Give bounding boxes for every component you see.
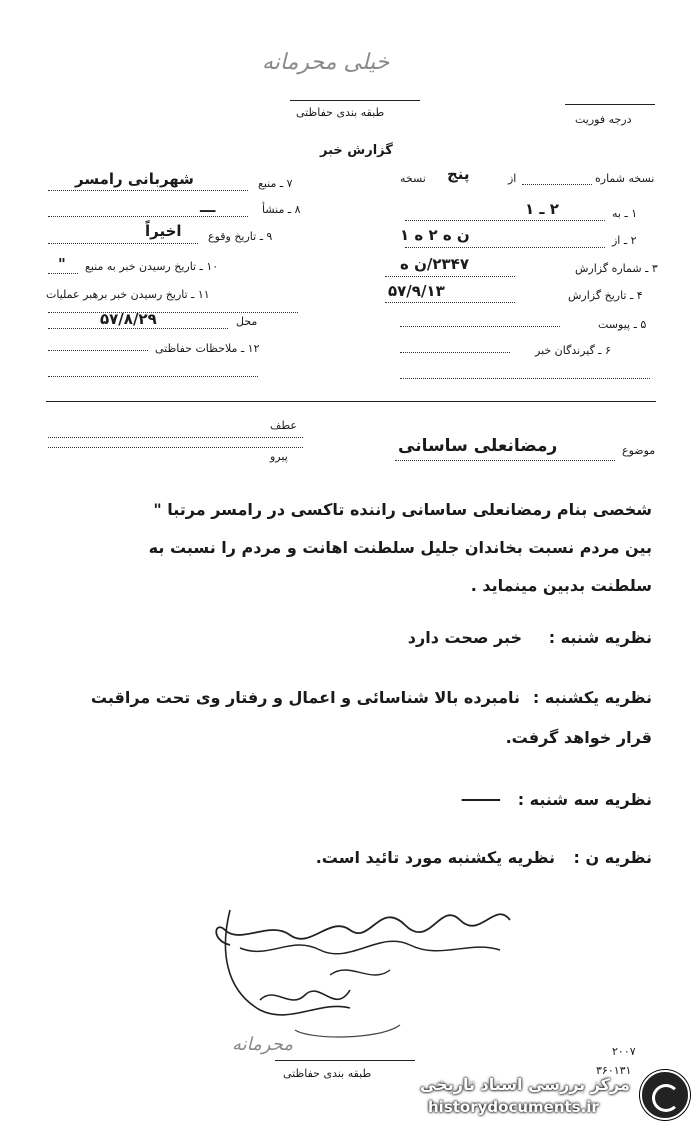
field-6-label: ۶ ـ گیرندگان خبر: [535, 344, 611, 357]
field-6-dots-2: [400, 378, 650, 379]
opinion-sunday-line-1: نامبرده بالا شناسائی و اعمال و رفتار وی تحت مراقبت: [90, 688, 520, 707]
watermark-text-fa: مرکز بررسی اسناد تاریخی: [420, 1075, 630, 1094]
field-1-value: ۲ ـ ۱: [525, 200, 559, 218]
urgency-line: [565, 104, 655, 105]
watermark-text-en: historydocuments.ir: [428, 1098, 599, 1116]
body-paragraph-line-1: شخصی بنام رمضانعلی ساسانی راننده تاکسی در رامسر مرتبا ": [153, 500, 652, 519]
body-paragraph-line-3: سلطنت بدبین مینماید .: [470, 576, 652, 595]
field-2-value: ن ه ۲ ه ۱: [400, 226, 470, 244]
ref-number: ۲۰۰۷: [612, 1045, 636, 1058]
subject-label: موضوع: [622, 444, 656, 457]
peyro-line: [48, 447, 303, 448]
field-7-label: ۷ ـ منبع: [258, 177, 293, 190]
copy-no-label: نسخه شماره: [595, 172, 655, 185]
atf-line: [48, 437, 303, 438]
field-11-place-dots: [48, 328, 228, 329]
field-12-dots: [48, 350, 148, 351]
copy-total-value: پنج: [447, 165, 470, 183]
field-1-dots: [405, 220, 605, 221]
field-4-dots: [385, 302, 515, 303]
opinion-saturday-label: نظریه شنبه :: [548, 628, 652, 647]
field-11-place-label: محل: [236, 315, 258, 328]
watermark-logo-icon: [640, 1070, 690, 1120]
field-11-value: ۵۷/۸/۲۹: [100, 310, 157, 328]
field-10-value: ": [58, 255, 67, 273]
field-7-value: شهربانی رامسر: [75, 170, 194, 188]
field-12-label: ۱۲ ـ ملاحظات حفاظتی: [155, 342, 260, 355]
field-5-dots: [400, 326, 560, 327]
field-8-value: ـــ: [200, 198, 216, 216]
report-title: گزارش خبر: [320, 143, 393, 158]
field-4-label: ۴ ـ تاریخ گزارش: [568, 289, 643, 302]
classification-line: [290, 100, 420, 101]
opinion-sunday-line-2: قرار خواهد گرفت.: [505, 728, 652, 747]
field-11-dots: [48, 312, 298, 313]
field-1-label: ۱ ـ به: [612, 207, 638, 220]
field-3-value: ۲۳۴۷/ن ه: [400, 255, 469, 273]
opinion-tuesday-text: ـــــــ: [461, 786, 500, 805]
field-12-dots-2: [48, 376, 258, 377]
copy-no-dots: [522, 184, 592, 185]
field-8-label: ۸ ـ منشأ: [262, 203, 301, 216]
urgency-label: درجه فوریت: [575, 113, 632, 126]
field-4-value: ۵۷/۹/۱۳: [388, 282, 445, 300]
subject-value: رمضانعلی ساسانی: [398, 436, 558, 456]
body-paragraph-line-2: بین مردم نسبت بخاندان جلیل سلطنت اهانت و مردم را نسبت به: [148, 538, 652, 557]
opinion-n-text: نظریه یکشنبه مورد تائید است.: [315, 848, 555, 867]
opinion-saturday-text: خبر صحت دارد: [407, 628, 522, 647]
field-2-label: ۲ ـ از: [612, 234, 637, 247]
handwritten-signature: [200, 890, 530, 1050]
field-10-label: ۱۰ ـ تاریخ رسیدن خبر به منبع: [85, 260, 219, 273]
peyro-label: پیرو: [270, 450, 288, 463]
field-8-dots: [48, 216, 248, 217]
field-10-dots: [48, 273, 78, 274]
doc-number: ۳۶۰۱۳۱: [596, 1064, 632, 1077]
atf-label: عطف: [270, 419, 297, 432]
field-9-label: ۹ ـ تاریخ وقوع: [208, 230, 273, 243]
copy-of-label: از: [508, 172, 517, 185]
header-separator: [46, 401, 656, 402]
field-9-dots: [48, 243, 198, 244]
footer-classification-line: [275, 1060, 415, 1061]
top-stamp: خیلی محرمانه: [262, 50, 390, 75]
field-2-dots: [405, 247, 605, 248]
opinion-tuesday-label: نظریه سه شنبه :: [517, 790, 652, 809]
opinion-n-label: نظریه ن :: [573, 848, 652, 867]
footer-classification-label: طبقه بندی حفاظتی: [283, 1067, 372, 1080]
field-6-dots: [400, 352, 510, 353]
subject-dots: [395, 460, 615, 461]
field-3-dots: [385, 276, 515, 277]
bottom-stamp: محرمانه: [232, 1034, 293, 1055]
field-7-dots: [48, 190, 248, 191]
field-3-label: ۳ ـ شماره گزارش: [575, 262, 658, 275]
field-11-label: ۱۱ ـ تاریخ رسیدن خبر برهبر عملیات: [46, 288, 210, 301]
field-5-label: ۵ ـ پیوست: [598, 318, 647, 331]
classification-label: طبقه بندی حفاظتی: [296, 106, 385, 119]
opinion-sunday-label: نظریه یکشنبه :: [532, 688, 652, 707]
field-9-value: اخیراً: [145, 222, 182, 240]
copy-label: نسخه: [400, 172, 426, 185]
